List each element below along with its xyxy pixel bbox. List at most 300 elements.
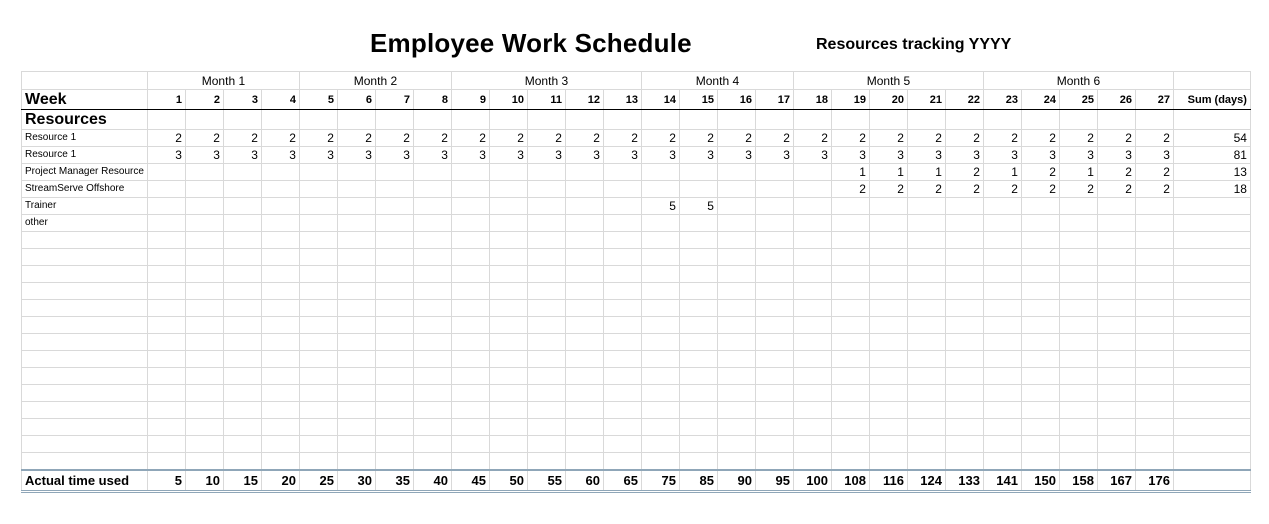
total-cell[interactable]: 85 — [679, 470, 717, 492]
blank-cell[interactable] — [185, 249, 223, 266]
blank-cell[interactable] — [983, 436, 1021, 453]
week-number[interactable]: 25 — [1059, 90, 1097, 110]
blank-cell[interactable] — [1135, 232, 1173, 249]
blank-cell[interactable] — [375, 283, 413, 300]
blank-cell[interactable] — [907, 351, 945, 368]
blank-cell[interactable] — [717, 232, 755, 249]
blank-cell[interactable] — [413, 249, 451, 266]
blank-cell[interactable] — [907, 283, 945, 300]
blank-cell[interactable] — [717, 436, 755, 453]
blank-cell[interactable] — [641, 436, 679, 453]
blank-cell[interactable] — [641, 317, 679, 334]
blank-cell[interactable] — [451, 436, 489, 453]
blank-cell[interactable] — [831, 351, 869, 368]
schedule-cell[interactable] — [641, 181, 679, 198]
blank-cell[interactable] — [413, 453, 451, 471]
week-number[interactable]: 13 — [603, 90, 641, 110]
blank-cell[interactable] — [831, 385, 869, 402]
blank-cell[interactable] — [793, 402, 831, 419]
schedule-cell[interactable] — [1059, 198, 1097, 215]
blank-cell[interactable] — [983, 419, 1021, 436]
blank-cell[interactable] — [527, 351, 565, 368]
blank-cell[interactable] — [337, 419, 375, 436]
total-cell[interactable]: 35 — [375, 470, 413, 492]
blank-cell[interactable] — [261, 283, 299, 300]
schedule-cell[interactable] — [1135, 198, 1173, 215]
blank-cell[interactable] — [451, 402, 489, 419]
week-number[interactable]: 9 — [451, 90, 489, 110]
schedule-cell[interactable] — [527, 164, 565, 181]
blank-cell[interactable] — [489, 317, 527, 334]
schedule-cell[interactable]: 1 — [907, 164, 945, 181]
blank-cell[interactable] — [945, 402, 983, 419]
schedule-cell[interactable] — [223, 181, 261, 198]
blank-cell[interactable] — [527, 453, 565, 471]
blank-cell[interactable] — [983, 351, 1021, 368]
blank-cell[interactable] — [793, 249, 831, 266]
blank-cell[interactable] — [945, 110, 983, 130]
schedule-cell[interactable]: 2 — [793, 130, 831, 147]
week-number[interactable]: 15 — [679, 90, 717, 110]
blank-cell[interactable] — [1097, 368, 1135, 385]
schedule-cell[interactable] — [489, 164, 527, 181]
schedule-cell[interactable]: 2 — [337, 130, 375, 147]
blank-cell[interactable] — [869, 300, 907, 317]
blank-cell[interactable] — [793, 110, 831, 130]
blank-cell[interactable] — [717, 317, 755, 334]
blank-cell[interactable] — [717, 300, 755, 317]
schedule-cell[interactable] — [261, 215, 299, 232]
total-cell[interactable]: 167 — [1097, 470, 1135, 492]
blank-cell[interactable] — [755, 300, 793, 317]
schedule-cell[interactable]: 3 — [603, 147, 641, 164]
total-cell[interactable]: 158 — [1059, 470, 1097, 492]
blank-cell[interactable] — [907, 334, 945, 351]
blank-cell[interactable] — [1097, 300, 1135, 317]
blank-cell[interactable] — [907, 402, 945, 419]
week-number[interactable]: 21 — [907, 90, 945, 110]
schedule-cell[interactable]: 2 — [185, 130, 223, 147]
blank-cell[interactable] — [375, 232, 413, 249]
total-cell[interactable]: 55 — [527, 470, 565, 492]
blank-cell[interactable] — [641, 419, 679, 436]
blank-cell[interactable] — [413, 351, 451, 368]
blank-cell[interactable] — [717, 334, 755, 351]
blank-cell[interactable] — [1135, 453, 1173, 471]
schedule-cell[interactable]: 2 — [527, 130, 565, 147]
blank-cell[interactable] — [565, 249, 603, 266]
blank-cell[interactable] — [831, 334, 869, 351]
blank-cell[interactable] — [223, 317, 261, 334]
total-label[interactable]: Actual time used — [22, 470, 148, 492]
total-cell[interactable]: 25 — [299, 470, 337, 492]
blank-cell[interactable] — [1097, 436, 1135, 453]
blank-cell[interactable] — [869, 351, 907, 368]
total-cell[interactable]: 40 — [413, 470, 451, 492]
blank-cell[interactable] — [375, 249, 413, 266]
blank-cell[interactable] — [945, 249, 983, 266]
blank-cell[interactable] — [261, 385, 299, 402]
schedule-cell[interactable] — [223, 164, 261, 181]
schedule-cell[interactable]: 2 — [907, 181, 945, 198]
blank-cell[interactable] — [1173, 72, 1250, 90]
blank-cell[interactable] — [679, 232, 717, 249]
blank-cell[interactable] — [717, 453, 755, 471]
blank-cell[interactable] — [451, 419, 489, 436]
blank-cell[interactable] — [1173, 317, 1250, 334]
schedule-cell[interactable] — [413, 215, 451, 232]
total-cell[interactable]: 141 — [983, 470, 1021, 492]
schedule-cell[interactable] — [337, 215, 375, 232]
total-cell[interactable]: 65 — [603, 470, 641, 492]
blank-cell[interactable] — [489, 266, 527, 283]
week-number[interactable]: 19 — [831, 90, 869, 110]
schedule-cell[interactable]: 2 — [1097, 130, 1135, 147]
blank-cell[interactable] — [185, 351, 223, 368]
blank-cell[interactable] — [337, 385, 375, 402]
blank-cell[interactable] — [185, 300, 223, 317]
schedule-cell[interactable] — [831, 215, 869, 232]
schedule-cell[interactable] — [755, 198, 793, 215]
blank-cell[interactable] — [831, 368, 869, 385]
blank-cell[interactable] — [755, 453, 793, 471]
blank-cell[interactable] — [1097, 334, 1135, 351]
schedule-cell[interactable] — [641, 215, 679, 232]
blank-cell[interactable] — [869, 317, 907, 334]
total-cell[interactable]: 90 — [717, 470, 755, 492]
schedule-cell[interactable]: 3 — [831, 147, 869, 164]
blank-cell[interactable] — [22, 317, 148, 334]
blank-cell[interactable] — [945, 283, 983, 300]
blank-cell[interactable] — [717, 351, 755, 368]
blank-cell[interactable] — [565, 385, 603, 402]
blank-cell[interactable] — [413, 266, 451, 283]
blank-cell[interactable] — [1021, 368, 1059, 385]
blank-cell[interactable] — [22, 402, 148, 419]
blank-cell[interactable] — [869, 110, 907, 130]
schedule-cell[interactable]: 3 — [565, 147, 603, 164]
blank-cell[interactable] — [261, 368, 299, 385]
blank-cell[interactable] — [337, 266, 375, 283]
blank-cell[interactable] — [793, 351, 831, 368]
blank-cell[interactable] — [907, 385, 945, 402]
blank-cell[interactable] — [565, 317, 603, 334]
sum-cell[interactable]: 18 — [1173, 181, 1250, 198]
blank-cell[interactable] — [337, 436, 375, 453]
blank-cell[interactable] — [641, 453, 679, 471]
schedule-cell[interactable]: 2 — [1059, 181, 1097, 198]
blank-cell[interactable] — [527, 110, 565, 130]
blank-cell[interactable] — [337, 351, 375, 368]
blank-cell[interactable] — [983, 110, 1021, 130]
blank-cell[interactable] — [679, 249, 717, 266]
blank-cell[interactable] — [299, 300, 337, 317]
blank-cell[interactable] — [1097, 385, 1135, 402]
resource-name[interactable]: Resource 1 — [22, 130, 148, 147]
blank-cell[interactable] — [1059, 351, 1097, 368]
schedule-cell[interactable] — [641, 164, 679, 181]
blank-cell[interactable] — [907, 436, 945, 453]
blank-cell[interactable] — [147, 436, 185, 453]
sum-cell[interactable]: 13 — [1173, 164, 1250, 181]
blank-cell[interactable] — [641, 266, 679, 283]
blank-cell[interactable] — [451, 334, 489, 351]
blank-cell[interactable] — [1021, 317, 1059, 334]
blank-cell[interactable] — [793, 368, 831, 385]
blank-cell[interactable] — [641, 334, 679, 351]
blank-cell[interactable] — [489, 283, 527, 300]
schedule-cell[interactable] — [603, 198, 641, 215]
schedule-cell[interactable]: 3 — [299, 147, 337, 164]
schedule-cell[interactable]: 3 — [907, 147, 945, 164]
week-number[interactable]: 8 — [413, 90, 451, 110]
schedule-cell[interactable] — [869, 198, 907, 215]
blank-cell[interactable] — [413, 385, 451, 402]
blank-cell[interactable] — [22, 436, 148, 453]
schedule-cell[interactable] — [1135, 215, 1173, 232]
blank-cell[interactable] — [565, 351, 603, 368]
blank-cell[interactable] — [603, 249, 641, 266]
sum-cell[interactable] — [1173, 215, 1250, 232]
total-cell[interactable]: 116 — [869, 470, 907, 492]
blank-cell[interactable] — [527, 232, 565, 249]
schedule-cell[interactable]: 2 — [831, 181, 869, 198]
blank-cell[interactable] — [299, 317, 337, 334]
blank-cell[interactable] — [147, 351, 185, 368]
week-number[interactable]: 4 — [261, 90, 299, 110]
schedule-cell[interactable] — [1097, 198, 1135, 215]
blank-cell[interactable] — [147, 453, 185, 471]
blank-cell[interactable] — [1173, 266, 1250, 283]
blank-cell[interactable] — [337, 232, 375, 249]
schedule-cell[interactable]: 3 — [1097, 147, 1135, 164]
blank-cell[interactable] — [223, 436, 261, 453]
schedule-cell[interactable]: 2 — [451, 130, 489, 147]
schedule-cell[interactable] — [413, 198, 451, 215]
blank-cell[interactable] — [603, 317, 641, 334]
blank-cell[interactable] — [1059, 300, 1097, 317]
blank-cell[interactable] — [223, 351, 261, 368]
schedule-cell[interactable]: 2 — [755, 130, 793, 147]
blank-cell[interactable] — [223, 249, 261, 266]
blank-cell[interactable] — [299, 385, 337, 402]
blank-cell[interactable] — [185, 385, 223, 402]
blank-cell[interactable] — [299, 249, 337, 266]
blank-cell[interactable] — [603, 110, 641, 130]
schedule-cell[interactable] — [489, 215, 527, 232]
schedule-cell[interactable]: 2 — [1097, 181, 1135, 198]
blank-cell[interactable] — [261, 351, 299, 368]
blank-cell[interactable] — [185, 283, 223, 300]
schedule-cell[interactable]: 2 — [945, 164, 983, 181]
blank-cell[interactable] — [1059, 334, 1097, 351]
blank-cell[interactable] — [641, 232, 679, 249]
schedule-cell[interactable]: 3 — [1135, 147, 1173, 164]
blank-cell[interactable] — [261, 266, 299, 283]
schedule-cell[interactable] — [831, 198, 869, 215]
schedule-cell[interactable] — [413, 181, 451, 198]
blank-cell[interactable] — [983, 453, 1021, 471]
blank-cell[interactable] — [261, 334, 299, 351]
schedule-cell[interactable] — [451, 164, 489, 181]
blank-cell[interactable] — [337, 368, 375, 385]
schedule-cell[interactable] — [527, 181, 565, 198]
blank-cell[interactable] — [679, 436, 717, 453]
blank-cell[interactable] — [565, 266, 603, 283]
blank-cell[interactable] — [527, 334, 565, 351]
blank-cell[interactable] — [527, 317, 565, 334]
blank-cell[interactable] — [451, 266, 489, 283]
schedule-cell[interactable]: 2 — [717, 130, 755, 147]
blank-cell[interactable] — [22, 283, 148, 300]
blank-cell[interactable] — [1135, 419, 1173, 436]
blank-cell[interactable] — [907, 317, 945, 334]
week-label[interactable]: Week — [22, 90, 148, 110]
blank-cell[interactable] — [869, 232, 907, 249]
blank-cell[interactable] — [451, 368, 489, 385]
schedule-cell[interactable] — [1097, 215, 1135, 232]
blank-cell[interactable] — [489, 453, 527, 471]
blank-cell[interactable] — [375, 419, 413, 436]
blank-cell[interactable] — [1097, 453, 1135, 471]
schedule-cell[interactable] — [565, 198, 603, 215]
blank-cell[interactable] — [831, 402, 869, 419]
blank-cell[interactable] — [1059, 402, 1097, 419]
month-header[interactable]: Month 6 — [983, 72, 1173, 90]
blank-cell[interactable] — [983, 402, 1021, 419]
schedule-cell[interactable]: 2 — [413, 130, 451, 147]
blank-cell[interactable] — [337, 283, 375, 300]
blank-cell[interactable] — [679, 351, 717, 368]
blank-cell[interactable] — [603, 453, 641, 471]
schedule-cell[interactable] — [223, 215, 261, 232]
blank-cell[interactable] — [679, 266, 717, 283]
blank-cell[interactable] — [603, 402, 641, 419]
blank-cell[interactable] — [489, 334, 527, 351]
blank-cell[interactable] — [1021, 436, 1059, 453]
total-cell[interactable]: 150 — [1021, 470, 1059, 492]
blank-cell[interactable] — [603, 436, 641, 453]
blank-cell[interactable] — [755, 266, 793, 283]
blank-cell[interactable] — [489, 249, 527, 266]
schedule-cell[interactable]: 3 — [451, 147, 489, 164]
blank-cell[interactable] — [337, 249, 375, 266]
blank-cell[interactable] — [451, 110, 489, 130]
blank-cell[interactable] — [451, 300, 489, 317]
blank-cell[interactable] — [831, 317, 869, 334]
blank-cell[interactable] — [755, 249, 793, 266]
blank-cell[interactable] — [755, 368, 793, 385]
blank-cell[interactable] — [223, 300, 261, 317]
blank-cell[interactable] — [793, 232, 831, 249]
blank-cell[interactable] — [983, 266, 1021, 283]
blank-cell[interactable] — [185, 232, 223, 249]
blank-cell[interactable] — [945, 453, 983, 471]
blank-cell[interactable] — [717, 110, 755, 130]
blank-cell[interactable] — [1173, 419, 1250, 436]
blank-cell[interactable] — [375, 368, 413, 385]
blank-cell[interactable] — [22, 72, 148, 90]
week-number[interactable]: 24 — [1021, 90, 1059, 110]
schedule-cell[interactable] — [261, 181, 299, 198]
schedule-cell[interactable] — [337, 198, 375, 215]
blank-cell[interactable] — [679, 334, 717, 351]
blank-cell[interactable] — [831, 249, 869, 266]
blank-cell[interactable] — [261, 402, 299, 419]
schedule-cell[interactable]: 1 — [1059, 164, 1097, 181]
blank-cell[interactable] — [1097, 419, 1135, 436]
blank-cell[interactable] — [793, 266, 831, 283]
schedule-cell[interactable] — [261, 198, 299, 215]
schedule-cell[interactable] — [907, 215, 945, 232]
week-number[interactable]: 5 — [299, 90, 337, 110]
blank-cell[interactable] — [1059, 368, 1097, 385]
total-cell[interactable]: 5 — [147, 470, 185, 492]
blank-cell[interactable] — [261, 453, 299, 471]
schedule-cell[interactable]: 2 — [831, 130, 869, 147]
blank-cell[interactable] — [603, 419, 641, 436]
blank-cell[interactable] — [945, 368, 983, 385]
schedule-cell[interactable] — [299, 164, 337, 181]
schedule-cell[interactable] — [603, 215, 641, 232]
blank-cell[interactable] — [793, 453, 831, 471]
total-cell[interactable]: 10 — [185, 470, 223, 492]
schedule-cell[interactable] — [337, 164, 375, 181]
schedule-cell[interactable]: 5 — [679, 198, 717, 215]
blank-cell[interactable] — [793, 334, 831, 351]
blank-cell[interactable] — [1097, 266, 1135, 283]
schedule-cell[interactable] — [717, 198, 755, 215]
blank-cell[interactable] — [451, 249, 489, 266]
blank-cell[interactable] — [603, 351, 641, 368]
blank-cell[interactable] — [22, 249, 148, 266]
total-cell[interactable]: 108 — [831, 470, 869, 492]
week-number[interactable]: 7 — [375, 90, 413, 110]
blank-cell[interactable] — [1021, 249, 1059, 266]
blank-cell[interactable] — [489, 385, 527, 402]
blank-cell[interactable] — [831, 453, 869, 471]
schedule-cell[interactable] — [489, 181, 527, 198]
blank-cell[interactable] — [1021, 300, 1059, 317]
resource-name[interactable]: Resource 1 — [22, 147, 148, 164]
blank-cell[interactable] — [185, 402, 223, 419]
schedule-cell[interactable] — [451, 198, 489, 215]
blank-cell[interactable] — [261, 419, 299, 436]
blank-cell[interactable] — [755, 402, 793, 419]
schedule-cell[interactable] — [299, 198, 337, 215]
blank-cell[interactable] — [945, 436, 983, 453]
blank-cell[interactable] — [22, 300, 148, 317]
blank-cell[interactable] — [489, 232, 527, 249]
blank-cell[interactable] — [1173, 351, 1250, 368]
resource-name[interactable]: other — [22, 215, 148, 232]
blank-cell[interactable] — [185, 436, 223, 453]
blank-cell[interactable] — [413, 419, 451, 436]
blank-cell[interactable] — [337, 453, 375, 471]
blank-cell[interactable] — [983, 334, 1021, 351]
schedule-cell[interactable]: 2 — [261, 130, 299, 147]
blank-cell[interactable] — [1173, 385, 1250, 402]
blank-cell[interactable] — [1173, 436, 1250, 453]
blank-cell[interactable] — [603, 266, 641, 283]
blank-cell[interactable] — [489, 300, 527, 317]
blank-cell[interactable] — [945, 385, 983, 402]
blank-cell[interactable] — [1135, 266, 1173, 283]
blank-cell[interactable] — [185, 334, 223, 351]
blank-cell[interactable] — [565, 283, 603, 300]
schedule-cell[interactable]: 3 — [223, 147, 261, 164]
blank-cell[interactable] — [375, 402, 413, 419]
